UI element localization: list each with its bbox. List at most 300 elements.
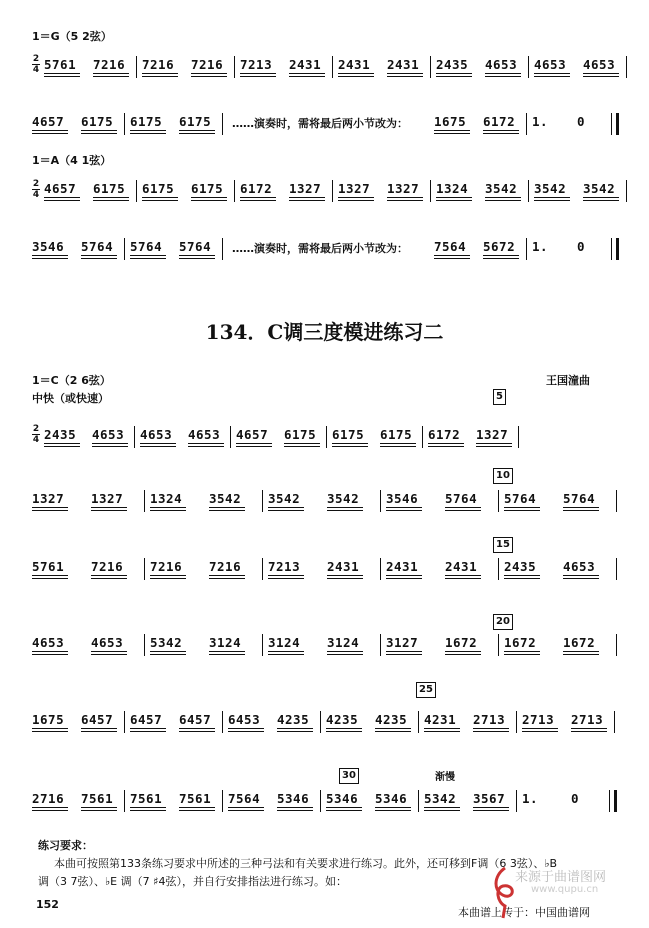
barline [380, 490, 381, 512]
key-signature-a: 1＝A（4 1弦） [32, 154, 112, 167]
note-group: 2716 [32, 791, 65, 806]
barline [611, 238, 612, 260]
note-group: 2431 [386, 559, 419, 574]
beam [583, 197, 619, 198]
beam [130, 255, 166, 256]
beam [91, 507, 127, 508]
beam [375, 807, 411, 808]
note-group: 7216 [91, 559, 124, 574]
beam [268, 575, 304, 576]
note-group: 7561 [130, 791, 163, 806]
beam [289, 200, 325, 201]
requirements-heading: 练习要求： [38, 839, 93, 852]
note-group: 5764 [130, 239, 163, 254]
note-group: 1. [532, 239, 549, 254]
barline [326, 426, 327, 448]
bar-number: 30 [339, 768, 359, 784]
measure [332, 416, 428, 456]
beam [338, 76, 374, 77]
note-group: 7213 [240, 57, 273, 72]
note-group: 2713 [571, 712, 604, 727]
beam [326, 807, 362, 808]
barline [528, 56, 529, 78]
note-group: 5342 [424, 791, 457, 806]
measure [150, 548, 268, 588]
beam [563, 575, 599, 576]
measure [32, 624, 150, 664]
score-row-4 [32, 228, 622, 268]
barline [380, 634, 381, 656]
beam [140, 443, 176, 444]
beam [326, 731, 362, 732]
beam [130, 258, 166, 259]
beam [436, 200, 472, 201]
beam [268, 651, 304, 652]
measure [434, 103, 532, 143]
score-row-6 [32, 480, 624, 520]
beam [504, 651, 540, 652]
note-group: 5346 [277, 791, 310, 806]
barline [144, 634, 145, 656]
barline [320, 711, 321, 733]
measure [338, 170, 436, 210]
piece-title: 134．C调三度模进练习二 [205, 320, 444, 344]
beam [130, 810, 166, 811]
beam [191, 73, 227, 74]
beam [150, 651, 186, 652]
beam [150, 578, 186, 579]
beam [32, 810, 68, 811]
performance-note: ……演奏时，需将最后两小节改为： [232, 117, 408, 130]
note-group: 7216 [209, 559, 242, 574]
beam [268, 510, 304, 511]
beam [583, 76, 619, 77]
note-group: 6175 [81, 114, 114, 129]
beam [32, 575, 68, 576]
beam [150, 575, 186, 576]
bar-number: 25 [416, 682, 436, 698]
measure [434, 228, 532, 268]
note-group: 0 [571, 791, 580, 806]
beam [327, 578, 363, 579]
beam [32, 654, 68, 655]
beam [332, 446, 368, 447]
beam [327, 654, 363, 655]
barline [320, 790, 321, 812]
measure [268, 480, 386, 520]
beam [387, 76, 423, 77]
measure [228, 780, 326, 820]
beam [236, 443, 272, 444]
beam [179, 810, 215, 811]
bar-number: 10 [493, 468, 513, 484]
beam [32, 258, 68, 259]
beam [445, 578, 481, 579]
note-group: 2435 [504, 559, 537, 574]
note-group: 5761 [32, 559, 65, 574]
barline [332, 180, 333, 202]
note-group: 2435 [436, 57, 469, 72]
beam [504, 510, 540, 511]
beam [44, 446, 80, 447]
beam [268, 507, 304, 508]
beam [130, 731, 166, 732]
note-group: 2713 [473, 712, 506, 727]
note-group: 3542 [534, 181, 567, 196]
beam [130, 130, 166, 131]
beam [326, 810, 362, 811]
note-group: 7564 [228, 791, 261, 806]
beam [445, 507, 481, 508]
beam [179, 133, 215, 134]
beam [434, 130, 470, 131]
beam [387, 197, 423, 198]
beam [428, 443, 464, 444]
measure [532, 103, 622, 143]
score-row-2 [32, 103, 622, 143]
note-group: 3542 [268, 491, 301, 506]
beam [140, 446, 176, 447]
beam [91, 651, 127, 652]
beam [91, 575, 127, 576]
note-group: 4231 [424, 712, 457, 727]
beam [277, 807, 313, 808]
beam [179, 258, 215, 259]
beam [209, 507, 245, 508]
ritardando-marking: 渐慢 [435, 772, 455, 783]
beam [504, 575, 540, 576]
barline [626, 56, 627, 78]
barline [262, 558, 263, 580]
beam [268, 654, 304, 655]
beam [228, 807, 264, 808]
beam [191, 200, 227, 201]
beam [81, 258, 117, 259]
beam [424, 807, 460, 808]
measure [436, 46, 534, 86]
note-group: 1672 [504, 635, 537, 650]
note-group: 3542 [583, 181, 616, 196]
beam [81, 731, 117, 732]
beam [563, 654, 599, 655]
beam [326, 728, 362, 729]
beam [93, 200, 129, 201]
beam [93, 73, 129, 74]
barline [124, 790, 125, 812]
barline [332, 56, 333, 78]
note-group: 5346 [326, 791, 359, 806]
beam [179, 807, 215, 808]
note-group: 6175 [284, 427, 317, 442]
measure [240, 170, 338, 210]
beam [44, 73, 80, 74]
barline [134, 426, 135, 448]
note-group: 4653 [485, 57, 518, 72]
measure [44, 46, 142, 86]
note-group: 1327 [387, 181, 420, 196]
beam [284, 443, 320, 444]
beam [445, 575, 481, 576]
beam [424, 728, 460, 729]
note-group: 5764 [504, 491, 537, 506]
note-group: 7561 [179, 791, 212, 806]
beam [91, 578, 127, 579]
barline [616, 238, 619, 260]
beam [571, 728, 607, 729]
watermark-text: 来源于曲谱图网 [515, 870, 607, 885]
note-group: 6175 [332, 427, 365, 442]
beam [32, 807, 68, 808]
beam [284, 446, 320, 447]
beam [327, 510, 363, 511]
measure [32, 480, 150, 520]
score-row-10 [32, 780, 624, 820]
measure [534, 46, 632, 86]
beam [434, 255, 470, 256]
note-group: 4653 [32, 635, 65, 650]
measure [338, 46, 436, 86]
beam [32, 130, 68, 131]
beam [81, 728, 117, 729]
beam [386, 575, 422, 576]
note-group: 0 [577, 114, 586, 129]
beam [209, 654, 245, 655]
note-group: 6175 [130, 114, 163, 129]
barline [430, 56, 431, 78]
measure [386, 480, 504, 520]
beam [522, 728, 558, 729]
beam [188, 446, 224, 447]
requirements-text-1: 本曲可按照第133条练习要求中所述的三种弓法和有关要求进行练习。此外，还可移到F调（6 3弦）、♭B [54, 857, 558, 870]
beam [228, 731, 264, 732]
beam [483, 255, 519, 256]
beam [571, 731, 607, 732]
beam [327, 651, 363, 652]
note-group: 4235 [375, 712, 408, 727]
note-group: 7564 [434, 239, 467, 254]
beam [277, 728, 313, 729]
note-group: 6457 [81, 712, 114, 727]
measure [130, 701, 228, 741]
beam [473, 807, 509, 808]
barline [234, 180, 235, 202]
barline [430, 180, 431, 202]
beam [436, 73, 472, 74]
beam [44, 443, 80, 444]
note-group: 3546 [32, 239, 65, 254]
beam [445, 651, 481, 652]
measure [326, 701, 424, 741]
note-group: 3542 [485, 181, 518, 196]
note-group: 3124 [209, 635, 242, 650]
measure [140, 416, 236, 456]
barline [262, 634, 263, 656]
beam [434, 258, 470, 259]
barline [230, 426, 231, 448]
watermark-logo [483, 862, 623, 922]
beam [483, 133, 519, 134]
barline [614, 711, 615, 733]
beam [228, 810, 264, 811]
note-group: 6175 [179, 114, 212, 129]
barline [616, 634, 617, 656]
barline [518, 426, 519, 448]
beam [436, 76, 472, 77]
barline [418, 790, 419, 812]
measure [268, 548, 386, 588]
note-group: 4653 [140, 427, 173, 442]
note-group: 1327 [289, 181, 322, 196]
note-group: 3542 [327, 491, 360, 506]
note-group: 4653 [92, 427, 125, 442]
beam [32, 507, 68, 508]
measure [142, 46, 240, 86]
measure [386, 548, 504, 588]
key-signature-g: 1＝G（5 2弦） [32, 30, 112, 43]
note-group: 6453 [228, 712, 261, 727]
measure [424, 780, 522, 820]
note-group: 3124 [268, 635, 301, 650]
note-group: 3567 [473, 791, 506, 806]
note-group: 1324 [436, 181, 469, 196]
measure [32, 103, 130, 143]
beam [563, 578, 599, 579]
beam [386, 654, 422, 655]
beam [375, 810, 411, 811]
beam [534, 73, 570, 74]
footer-source: 本曲谱上传于：中国曲谱网 [458, 906, 590, 919]
beam [485, 76, 521, 77]
note-group: 1324 [150, 491, 183, 506]
beam [485, 200, 521, 201]
score-row-3 [44, 170, 634, 210]
beam [142, 76, 178, 77]
note-group: 5346 [375, 791, 408, 806]
measure [32, 780, 130, 820]
barline [136, 56, 137, 78]
score-row-8 [32, 624, 624, 664]
note-group: 4235 [277, 712, 310, 727]
barline [611, 113, 612, 135]
beam [375, 728, 411, 729]
beam [130, 728, 166, 729]
barline [124, 238, 125, 260]
key-signature-c: 1＝C（2 6弦） [32, 374, 111, 387]
beam [240, 76, 276, 77]
beam [534, 76, 570, 77]
note-group: 3127 [386, 635, 419, 650]
beam [179, 731, 215, 732]
beam [483, 130, 519, 131]
beam [44, 197, 80, 198]
measure [150, 480, 268, 520]
beam [386, 651, 422, 652]
measure [534, 170, 632, 210]
barline [222, 113, 223, 135]
beam [142, 197, 178, 198]
note-group: 6175 [191, 181, 224, 196]
beam [386, 510, 422, 511]
beam [32, 731, 68, 732]
note-group: 5764 [445, 491, 478, 506]
beam [150, 654, 186, 655]
beam [81, 810, 117, 811]
note-group: 7216 [191, 57, 224, 72]
beam [150, 507, 186, 508]
note-group: 5764 [563, 491, 596, 506]
barline [262, 490, 263, 512]
beam [209, 651, 245, 652]
note-group: 4653 [583, 57, 616, 72]
score-row-9 [32, 701, 624, 741]
note-group: 4653 [563, 559, 596, 574]
note-group: 4653 [188, 427, 221, 442]
barline [616, 490, 617, 512]
beam [332, 443, 368, 444]
note-group: 4657 [44, 181, 77, 196]
page-number: 152 [36, 898, 59, 911]
note-group: 1. [532, 114, 549, 129]
beam [240, 197, 276, 198]
barline [144, 490, 145, 512]
beam [142, 73, 178, 74]
beam [445, 510, 481, 511]
note-group: 0 [577, 239, 586, 254]
beam [583, 73, 619, 74]
measure [130, 228, 228, 268]
bar-number: 20 [493, 614, 513, 630]
beam [445, 654, 481, 655]
note-group: 1672 [563, 635, 596, 650]
beam [534, 197, 570, 198]
beam [150, 510, 186, 511]
note-group: 4653 [91, 635, 124, 650]
barline [609, 790, 610, 812]
measure [236, 416, 332, 456]
beam [428, 446, 464, 447]
beam [387, 200, 423, 201]
beam [91, 510, 127, 511]
beam [130, 133, 166, 134]
beam [338, 73, 374, 74]
measure [424, 701, 522, 741]
beam [289, 73, 325, 74]
beam [32, 133, 68, 134]
note-group: 5672 [483, 239, 516, 254]
note-group: 7216 [150, 559, 183, 574]
beam [81, 807, 117, 808]
beam [327, 575, 363, 576]
note-group: 6172 [483, 114, 516, 129]
beam [476, 446, 512, 447]
beam [327, 507, 363, 508]
note-group: 1327 [32, 491, 65, 506]
note-group: 5764 [179, 239, 212, 254]
note-group: 6457 [130, 712, 163, 727]
note-group: 4657 [32, 114, 65, 129]
measure [130, 103, 228, 143]
measure [504, 624, 622, 664]
beam [240, 200, 276, 201]
barline [498, 558, 499, 580]
barline [526, 238, 527, 260]
note-group: 3542 [209, 491, 242, 506]
beam [188, 443, 224, 444]
barline [380, 558, 381, 580]
beam [424, 810, 460, 811]
barline [222, 790, 223, 812]
note-group: 6175 [93, 181, 126, 196]
